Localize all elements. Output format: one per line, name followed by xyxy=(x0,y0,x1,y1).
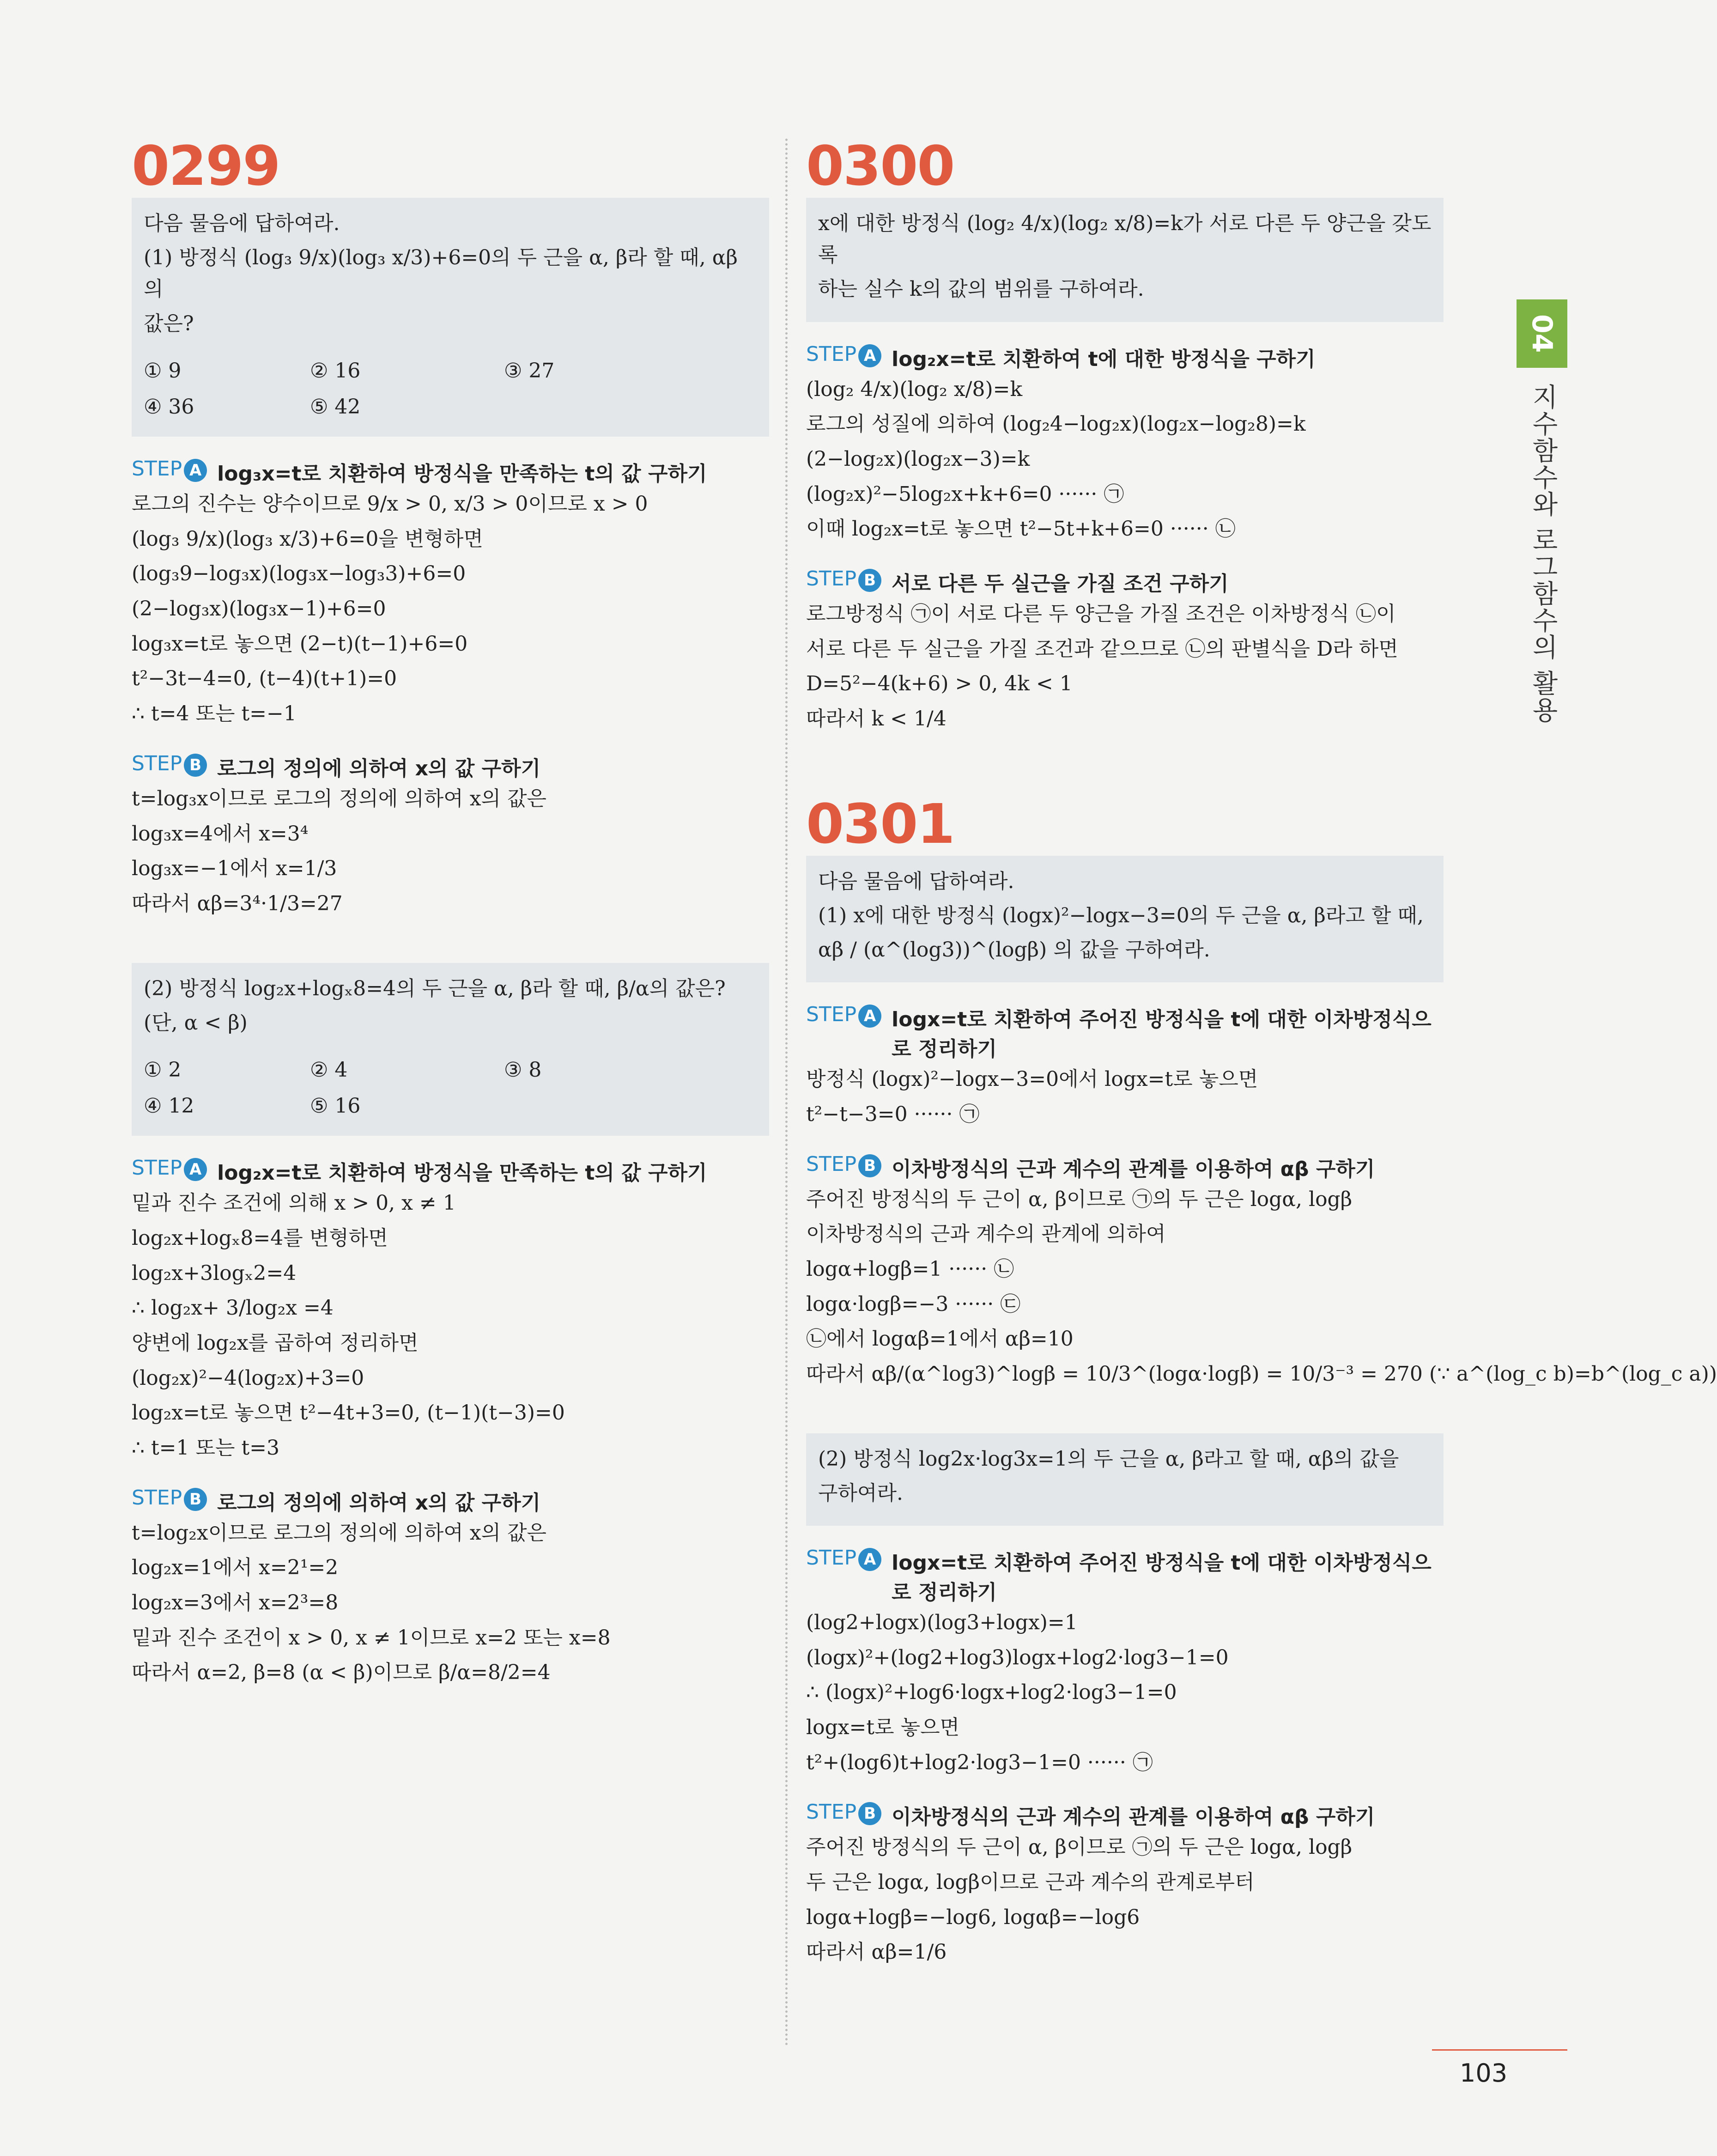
page-number-rule xyxy=(1432,2049,1567,2051)
solution-line: t²−t−3=0 ······ ㉠ xyxy=(806,1102,980,1126)
solution-line: 따라서 αβ/(α^log3)^logβ = 10/3^(logα·logβ) = 10/3⁻³ = 270 (∵ a^(log_c b)=b^(log_c a)) xyxy=(806,1362,1717,1386)
chapter-tab: 04 xyxy=(1517,299,1567,368)
step-title: 이차방정식의 근과 계수의 관계를 이용하여 αβ 구하기 xyxy=(892,1157,1375,1181)
solution-lines xyxy=(806,372,1444,547)
page-number: 103 xyxy=(1460,2059,1508,2088)
solution-line: ∴ t=1 또는 t=3 xyxy=(132,1436,280,1460)
solution-line: ∴ t=4 또는 t=−1 xyxy=(132,702,297,726)
solution-line: logx=t로 놓으면 xyxy=(806,1715,960,1739)
solution-lines xyxy=(132,781,769,921)
choice: ④ 12 xyxy=(144,1094,194,1118)
solution-lines xyxy=(806,1062,1444,1132)
step-b-heading: STEP B 이차방정식의 근과 계수의 관계를 이용하여 αβ 구하기 xyxy=(806,1152,1375,1181)
solution-line: 따라서 αβ=3⁴·1/3=27 xyxy=(132,891,343,915)
question-text: x에 대한 방정식 (log₂ 4/x)(log₂ x/8)=k가 서로 다른 두 양근을 갖도록 xyxy=(818,212,1432,267)
choice: ② 4 xyxy=(310,1058,348,1082)
solution-line: 이때 log₂x=t로 놓으면 t²−5t+k+6=0 ······ ㉡ xyxy=(806,517,1236,541)
solution-line: t=log₂x이므로 로그의 정의에 의하여 x의 값은 xyxy=(132,1521,547,1545)
question-box xyxy=(806,856,1444,983)
solution-line: ㉡에서 logαβ=1에서 αβ=10 xyxy=(806,1327,1074,1351)
solution-line: 두 근은 logα, logβ이므로 근과 계수의 관계로부터 xyxy=(806,1870,1255,1894)
choice: ③ 8 xyxy=(504,1058,542,1082)
question-text: αβ / (α^(log3))^(logβ) 의 값을 구하여라. xyxy=(818,938,1210,962)
step-b-heading: STEP B 로그의 정의에 의하여 x의 값 구하기 xyxy=(132,1486,541,1515)
step-title: log₃x=t로 치환하여 방정식을 만족하는 t의 값 구하기 xyxy=(217,462,707,486)
answer-choices xyxy=(144,355,757,423)
question-text: (1) x에 대한 방정식 (logx)²−logx−3=0의 두 근을 α, β라고 할 때, xyxy=(818,903,1424,927)
step-a-heading: STEP A logx=t로 치환하여 주어진 방정식을 t에 대한 이차방정식으로 정리하기 xyxy=(806,1003,1444,1062)
solution-line: 따라서 αβ=1/6 xyxy=(806,1940,947,1964)
solution-lines xyxy=(806,1182,1717,1392)
question-text: 값은? xyxy=(144,311,194,335)
solution-line: log₃x=t로 놓으면 (2−t)(t−1)+6=0 xyxy=(132,632,468,656)
solution-line: 서로 다른 두 실근을 가질 조건과 같으므로 ㉡의 판별식을 D라 하면 xyxy=(806,637,1398,661)
solution-line: 주어진 방정식의 두 근이 α, β이므로 ㉠의 두 근은 logα, logβ xyxy=(806,1835,1353,1859)
solution-line: 방정식 (logx)²−logx−3=0에서 logx=t로 놓으면 xyxy=(806,1067,1258,1091)
solution-line: 주어진 방정식의 두 근이 α, β이므로 ㉠의 두 근은 logα, logβ xyxy=(806,1187,1353,1211)
solution-line: 이차방정식의 근과 계수의 관계에 의하여 xyxy=(806,1222,1166,1246)
solution-line: 밑과 진수 조건에 의해 x > 0, x ≠ 1 xyxy=(132,1191,456,1215)
step-title: 로그의 정의에 의하여 x의 값 구하기 xyxy=(217,756,541,780)
solution-lines xyxy=(806,1830,1444,1970)
solution-line: ∴ (logx)²+log6·logx+log2·log3−1=0 xyxy=(806,1681,1177,1705)
solution-line: 따라서 k < 1/4 xyxy=(806,706,946,731)
solution-line: log₂x=t로 놓으면 t²−4t+3=0, (t−1)(t−3)=0 xyxy=(132,1401,565,1425)
question-text: (단, α < β) xyxy=(144,1011,248,1035)
choice: ② 16 xyxy=(310,359,361,383)
step-a-heading: STEP A log₂x=t로 치환하여 방정식을 만족하는 t의 값 구하기 xyxy=(132,1156,707,1185)
solution-lines xyxy=(132,1186,769,1465)
solution-line: log₂x=1에서 x=2¹=2 xyxy=(132,1556,339,1580)
solution-lines xyxy=(806,597,1444,737)
question-box xyxy=(806,198,1444,322)
step-a-heading: STEP A log₂x=t로 치환하여 t에 대한 방정식을 구하기 xyxy=(806,342,1316,371)
step-title: logx=t로 치환하여 주어진 방정식을 t에 대한 이차방정식으로 정리하기 xyxy=(892,1551,1432,1604)
solution-line: logα+logβ=−log6, logαβ=−log6 xyxy=(806,1905,1140,1929)
step-title: 서로 다른 두 실근을 가질 조건 구하기 xyxy=(892,572,1229,596)
solution-line: (log₃ 9/x)(log₃ x/3)+6=0을 변형하면 xyxy=(132,527,483,551)
left-column xyxy=(132,134,769,1690)
question-intro: 다음 물음에 답하여라. xyxy=(818,869,1014,893)
solution-line: log₂x=3에서 x=2³=8 xyxy=(132,1590,339,1614)
question-text: 하는 실수 k의 값의 범위를 구하여라. xyxy=(818,277,1144,301)
step-b-heading: STEP B 이차방정식의 근과 계수의 관계를 이용하여 αβ 구하기 xyxy=(806,1800,1375,1829)
solution-line: 따라서 α=2, β=8 (α < β)이므로 β/α=8/2=4 xyxy=(132,1661,551,1685)
choice: ① 9 xyxy=(144,359,182,383)
solution-line: logα+logβ=1 ······ ㉡ xyxy=(806,1257,1014,1281)
question-box xyxy=(132,963,769,1136)
step-title: log₂x=t로 치환하여 방정식을 만족하는 t의 값 구하기 xyxy=(217,1161,707,1185)
solution-line: t=log₃x이므로 로그의 정의에 의하여 x의 값은 xyxy=(132,786,547,810)
solution-lines xyxy=(132,1516,769,1690)
question-text: (2) 방정식 log2x·log3x=1의 두 근을 α, β라고 할 때, αβ의 값을 xyxy=(818,1447,1399,1471)
solution-line: 양변에 log₂x를 곱하여 정리하면 xyxy=(132,1331,419,1355)
solution-line: (logx)²+(log2+log3)logx+log2·log3−1=0 xyxy=(806,1645,1229,1669)
choice: ⑤ 42 xyxy=(310,395,361,419)
solution-line: log₃x=4에서 x=3⁴ xyxy=(132,822,309,846)
problem-number: 0301 xyxy=(806,792,954,856)
choice: ③ 27 xyxy=(504,359,555,383)
solution-line: (log₂x)²−4(log₂x)+3=0 xyxy=(132,1366,364,1390)
question-text: (2) 방정식 log₂x+logₓ8=4의 두 근을 α, β라 할 때, β/α의 값은? xyxy=(144,976,726,1000)
solution-line: (2−log₂x)(log₂x−3)=k xyxy=(806,447,1030,471)
step-b-heading: STEP B 로그의 정의에 의하여 x의 값 구하기 xyxy=(132,751,541,780)
step-title: 로그의 정의에 의하여 x의 값 구하기 xyxy=(217,1491,541,1515)
solution-line: D=5²−4(k+6) > 0, 4k < 1 xyxy=(806,672,1073,696)
solution-line: logα·logβ=−3 ······ ㉢ xyxy=(806,1292,1021,1316)
step-title: logx=t로 치환하여 주어진 방정식을 t에 대한 이차방정식으로 정리하기 xyxy=(892,1008,1432,1061)
solution-lines xyxy=(132,487,769,731)
solution-line: ∴ log₂x+ 3/log₂x =4 xyxy=(132,1296,334,1320)
chapter-title: 지수함수와 로그함수의 활용 xyxy=(1528,384,1558,724)
solution-line: (log2+logx)(log3+logx)=1 xyxy=(806,1610,1078,1634)
question-text: 구하여라. xyxy=(818,1481,904,1505)
solution-line: 로그방정식 ㉠이 서로 다른 두 양근을 가질 조건은 이차방정식 ㉡이 xyxy=(806,602,1396,626)
step-a-heading: STEP A logx=t로 치환하여 주어진 방정식을 t에 대한 이차방정식으로 정리하기 xyxy=(806,1546,1444,1605)
solution-line: log₂x+logₓ8=4를 변형하면 xyxy=(132,1226,388,1250)
solution-line: 로그의 진수는 양수이므로 9/x > 0, x/3 > 0이므로 x > 0 xyxy=(132,492,648,516)
question-intro: 다음 물음에 답하여라. xyxy=(144,212,340,235)
question-text: (1) 방정식 (log₃ 9/x)(log₃ x/3)+6=0의 두 근을 α, β라 할 때, αβ의 xyxy=(144,246,738,301)
step-a-heading: STEP A log₃x=t로 치환하여 방정식을 만족하는 t의 값 구하기 xyxy=(132,457,707,486)
problem-number: 0300 xyxy=(806,134,954,198)
solution-line: t²−3t−4=0, (t−4)(t+1)=0 xyxy=(132,667,397,691)
solution-line: log₂x+3logₓ2=4 xyxy=(132,1261,297,1285)
step-title: log₂x=t로 치환하여 t에 대한 방정식을 구하기 xyxy=(892,347,1316,371)
column-divider xyxy=(785,139,788,2047)
solution-line: (2−log₃x)(log₃x−1)+6=0 xyxy=(132,597,386,621)
problem-number: 0299 xyxy=(132,134,280,198)
choice: ④ 36 xyxy=(144,395,194,419)
step-title: 이차방정식의 근과 계수의 관계를 이용하여 αβ 구하기 xyxy=(892,1805,1375,1829)
choice: ⑤ 16 xyxy=(310,1094,361,1118)
step-b-heading: STEP B 서로 다른 두 실근을 가질 조건 구하기 xyxy=(806,566,1229,596)
solution-line: (log₃9−log₃x)(log₃x−log₃3)+6=0 xyxy=(132,562,466,586)
question-box xyxy=(806,1433,1444,1526)
answer-choices xyxy=(144,1054,757,1122)
solution-line: (log₂x)²−5log₂x+k+6=0 ······ ㉠ xyxy=(806,482,1124,506)
choice: ① 2 xyxy=(144,1058,182,1082)
solution-lines xyxy=(806,1605,1444,1780)
question-box xyxy=(132,198,769,437)
solution-line: 로그의 성질에 의하여 (log₂4−log₂x)(log₂x−log₂8)=k xyxy=(806,412,1306,436)
solution-line: 밑과 진수 조건이 x > 0, x ≠ 1이므로 x=2 또는 x=8 xyxy=(132,1626,611,1650)
solution-line: log₃x=−1에서 x=1/3 xyxy=(132,857,337,881)
solution-line: t²+(log6)t+log2·log3−1=0 ······ ㉠ xyxy=(806,1750,1153,1774)
solution-line: (log₂ 4/x)(log₂ x/8)=k xyxy=(806,377,1023,401)
